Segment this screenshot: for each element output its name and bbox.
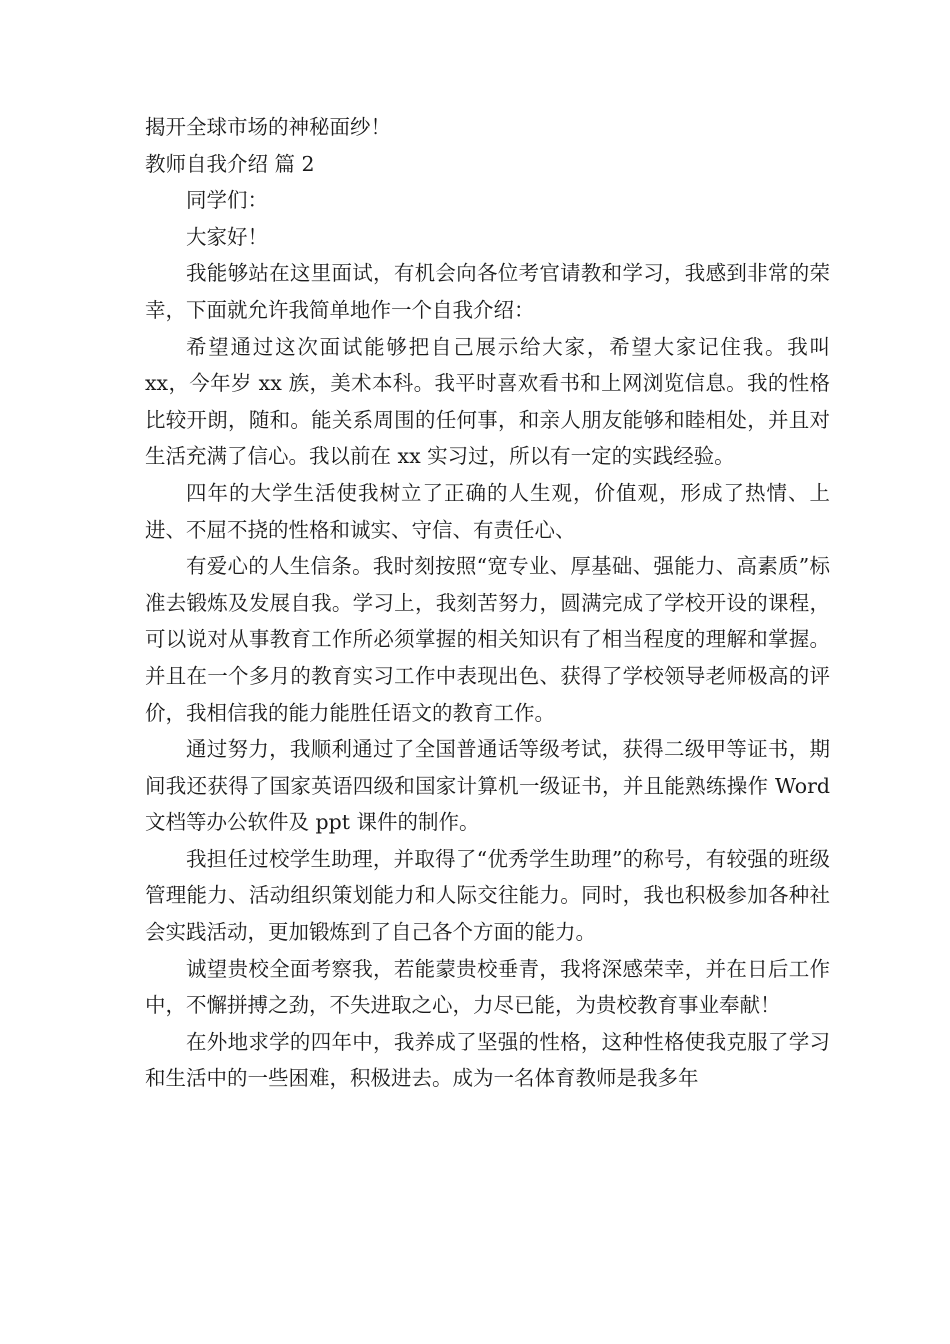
section-title: 教师自我介绍 篇 2 [145, 151, 315, 176]
paragraph-greeting: 同学们： [186, 188, 268, 213]
paragraph-assistant: 我担任过校学生助理，并取得了“优秀学生助理”的称号，有较强的班级管理能力、活动组织策划能力和人际交往能力。同时，我也积极参加各种社会实践活动，更加锻炼到了自己各个方面的能力。 [145, 846, 830, 945]
paragraph-request: 诚望贵校全面考察我，若能蒙贵校垂青，我将深感荣幸，并在日后工作中，不懈拼搏之劲，不失进取之心，力尽已能，为贵校教育事业奉献！ [145, 956, 830, 1018]
paragraph-study: 有爱心的人生信条。我时刻按照“宽专业、厚基础、强能力、高素质”标准去锻炼及发展自我。学习上，我刻苦努力，圆满完成了学校开设的课程，可以说对从事教育工作所必须掌握的相关知识有了相当程度的理解和掌握。并且在一个多月的教育实习工作中表现出色、获得了学校领导老师极高的评价，我相信我的能力能胜任语文的教育工作。 [145, 554, 830, 725]
paragraph-university-life: 四年的大学生活使我树立了正确的人生观，价值观，形成了热情、上进、不屈不挠的性格和诚实、守信、有责任心、 [145, 480, 830, 542]
paragraph-certificates: 通过努力，我顺利通过了全国普通话等级考试，获得二级甲等证书，期间我还获得了国家英语四级和国家计算机一级证书，并且能熟练操作 Word 文档等办公软件及 ppt 课件的制作。 [145, 737, 830, 835]
paragraph-hello: 大家好！ [186, 224, 268, 249]
paragraph-character: 在外地求学的四年中，我养成了坚强的性格，这种性格使我克服了学习和生活中的一些困难，积极进去。成为一名体育教师是我多年 [145, 1029, 830, 1091]
document-body [145, 109, 830, 1097]
paragraph-self-intro: 希望通过这次面试能够把自己展示给大家，希望大家记住我。我叫 xx，今年岁 xx 族，美术本科。我平时喜欢看书和上网浏览信息。我的性格比较开朗，随和。能关系周围的任何事，和亲人朋友能够和睦相处，并且对生活充满了信心。我以前在 xx 实习过，所以有一定的实践经验。 [145, 334, 830, 469]
intro-line: 揭开全球市场的神秘面纱！ [145, 115, 391, 139]
paragraph-opening: 我能够站在这里面试，有机会向各位考官请教和学习，我感到非常的荣幸，下面就允许我简单地作一个自我介绍： [145, 261, 830, 322]
